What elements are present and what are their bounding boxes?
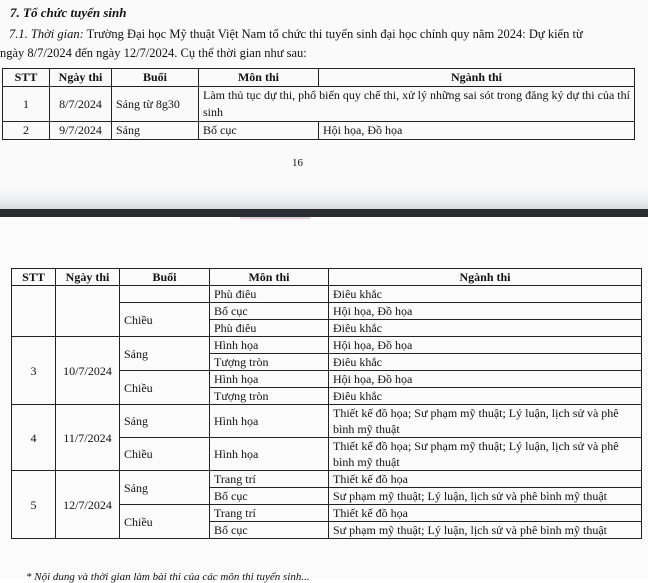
major-cell: Điêu khắc [329,354,642,371]
subject-cell: Làm thủ tục dự thi, phổ biến quy chế thi, xử lý những sai sót trong đăng ký dự thi của thí sinh [199,87,635,122]
major-cell: Thiết kế đồ họa [329,505,642,522]
subject-cell: Bố cục [210,303,329,320]
session-cell: Sáng [120,471,210,505]
stamp-mark [240,217,310,227]
header-subject: Môn thi [210,269,329,286]
major-cell: Thiết kế đồ họa; Sư phạm mỹ thuật; Lý luận, lịch sử và phê bình mỹ thuật [329,405,642,438]
table-row [3,122,635,140]
major-cell: Hội họa, Đồ họa [329,337,642,354]
table-row [3,87,635,122]
subject-cell: Hình họa [210,337,329,354]
stt-cell: 5 [12,471,56,539]
header-major: Ngành thi [319,69,635,87]
session-cell: Chiều [120,371,210,405]
header-date: Ngày thi [50,69,112,87]
header-stt: STT [12,269,56,286]
date-cell: 11/7/2024 [56,405,120,471]
subject-cell: Phù điêu [210,320,329,337]
table-row [12,471,642,488]
time-label: 7.1. Thời gian: [9,27,84,41]
stt-cell: 4 [12,405,56,471]
date-cell: 12/7/2024 [56,471,120,539]
header-session: Buổi [120,269,210,286]
date-cell: 8/7/2024 [50,87,112,122]
document-page-top [0,0,648,212]
stt-cell [12,286,56,337]
header-date: Ngày thi [56,269,120,286]
subject-cell: Hình họa [210,438,329,471]
schedule-table-part-1 [2,68,635,140]
major-cell: Hội họa, Đồ họa [329,303,642,320]
header-session: Buổi [112,69,199,87]
subject-cell: Hình họa [210,405,329,438]
time-text: Trường Đại học Mỹ thuật Việt Nam tổ chức thi tuyển sinh đại học chính quy năm 2024: Dự kiến từ [83,27,583,41]
header-major: Ngành thi [329,269,642,286]
date-cell: 10/7/2024 [56,337,120,405]
session-cell [120,286,210,303]
stt-cell: 1 [3,87,50,122]
subject-cell: Tượng tròn [210,388,329,405]
table-header-row [3,69,635,87]
major-cell: Hội họa, Đồ họa [329,371,642,388]
stt-cell: 2 [3,122,50,140]
time-paragraph-line-1 [9,27,583,42]
major-cell: Điêu khắc [329,320,642,337]
table-row [12,337,642,354]
session-cell: Chiều [120,438,210,471]
session-cell: Sáng từ 8g30 [112,87,199,122]
major-cell: Thiết kế đồ họa; Sư phạm mỹ thuật; Lý luận, lịch sử và phê bình mỹ thuật [329,438,642,471]
session-cell: Sáng [120,405,210,438]
table-row [12,405,642,438]
session-cell: Sáng [120,337,210,371]
subject-cell: Tượng tròn [210,354,329,371]
stt-cell: 3 [12,337,56,405]
major-cell: Điêu khắc [329,388,642,405]
major-cell: Sư phạm mỹ thuật; Lý luận, lịch sử và phê bình mỹ thuật [329,488,642,505]
page-number: 16 [292,157,303,169]
major-cell: Sư phạm mỹ thuật; Lý luận, lịch sử và phê bình mỹ thuật [329,522,642,539]
major-cell: Thiết kế đồ họa [329,471,642,488]
subject-cell: Bố cục [210,488,329,505]
session-cell: Chiều [120,303,210,337]
section-heading: 7. Tổ chức tuyển sinh [10,5,127,20]
schedule-table-part-2 [11,268,642,539]
subject-cell: Bố cục [210,522,329,539]
header-subject: Môn thi [199,69,319,87]
date-cell [56,286,120,337]
session-cell: Sáng [112,122,199,140]
major-cell: Điêu khắc [329,286,642,303]
subject-cell: Trang trí [210,505,329,522]
table-row [12,286,642,303]
subject-cell: Bố cục [199,122,319,140]
subject-cell: Trang trí [210,471,329,488]
session-cell: Chiều [120,505,210,539]
page-edge-shadow [0,187,648,209]
header-stt: STT [3,69,50,87]
subject-cell: Hình họa [210,371,329,388]
time-paragraph-line-2: ngày 8/7/2024 đến ngày 12/7/2024. Cụ thể thời gian như sau: [0,46,307,60]
footnote: * Nội dung và thời gian làm bài thi của các môn thi tuyển sinh... [26,571,310,583]
subject-cell: Phù điêu [210,286,329,303]
major-cell: Hội họa, Đồ họa [319,122,635,140]
table-header-row [12,269,642,286]
date-cell: 9/7/2024 [50,122,112,140]
page-divider [0,209,648,217]
